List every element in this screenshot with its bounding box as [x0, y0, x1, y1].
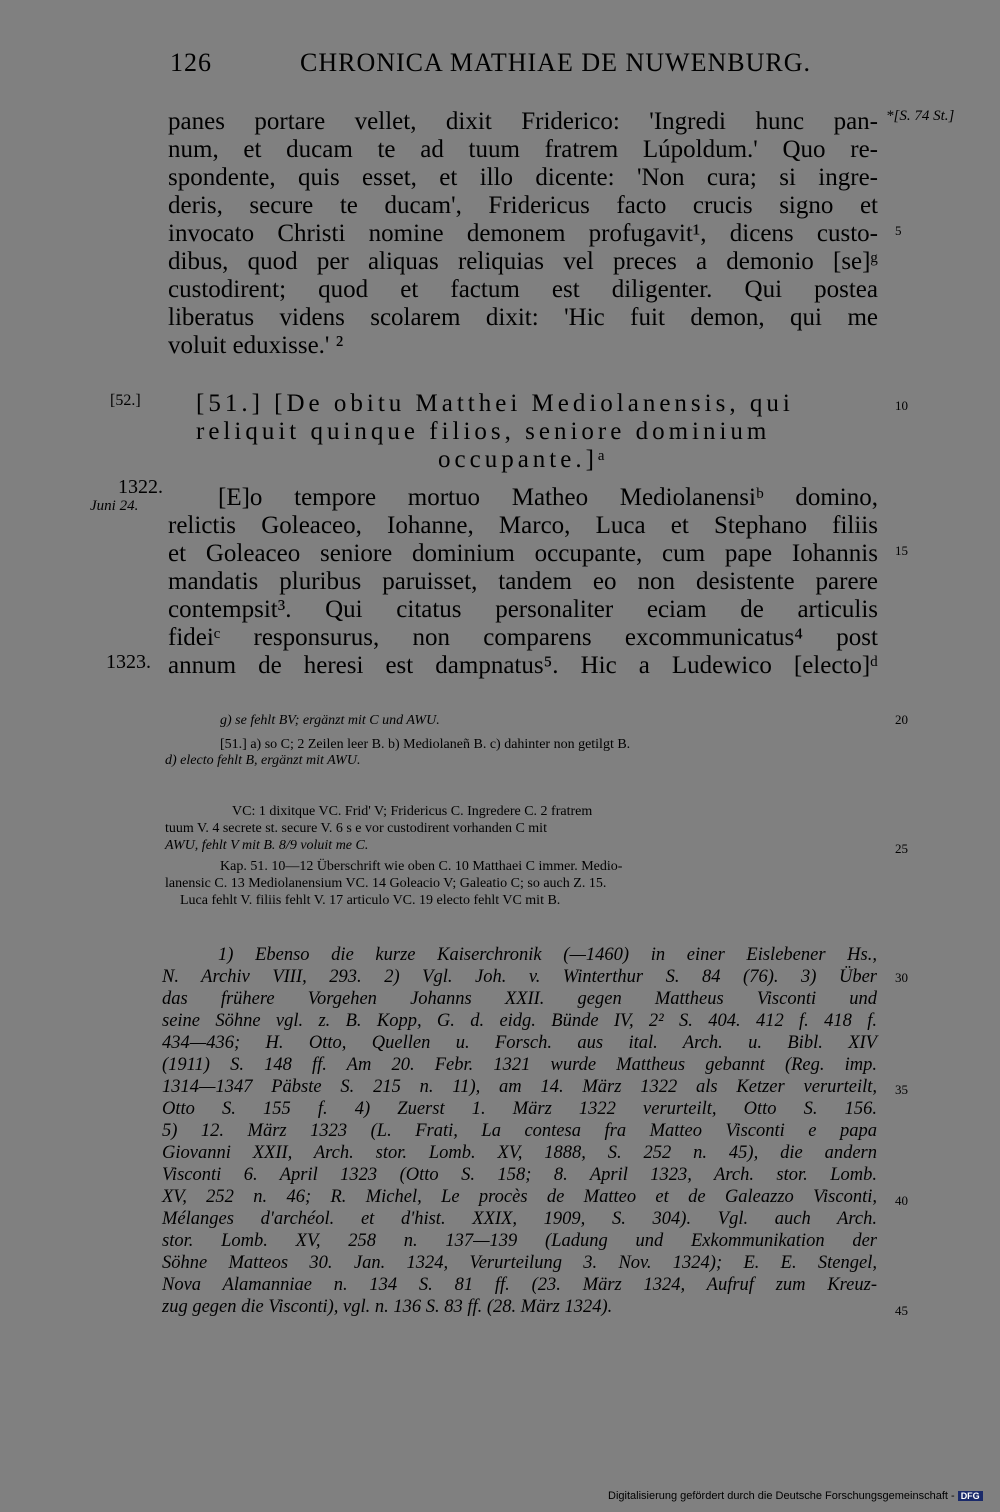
footnote-line: Visconti 6. April 1323 (Otto S. 158; 8. April 1323, Arch. stor. Lomb. — [162, 1165, 877, 1185]
apparatus-line: d) electo fehlt B, ergänzt mit AWU. — [165, 753, 361, 768]
line-number: 35 — [895, 1082, 908, 1097]
footnote-line: 434—436; H. Otto, Quellen u. Forsch. aus ital. Arch. u. Bibl. XIV — [162, 1033, 877, 1053]
footnote-line: 5) 12. März 1323 (L. Frati, La contesa fra Matteo Visconti e papa — [162, 1121, 877, 1141]
line-number: 5 — [895, 223, 902, 238]
credit-text: Digitalisierung gefördert durch die Deutsche Forschungsgemeinschaft - — [608, 1490, 955, 1502]
text-line: fideiᶜ responsurus, non comparens excommunicatus⁴ post — [168, 624, 878, 651]
text-line: dibus, quod per aliquas reliquias vel preces a demonio [se]ᵍ — [168, 248, 878, 275]
apparatus-line: lanensic C. 13 Mediolanensium VC. 14 Goleacio V; Galeatio C; so auch Z. 15. — [165, 876, 607, 891]
heading-line: reliquit quinque filios, seniore dominium — [196, 418, 771, 445]
text-line: et Goleaceo seniore dominium occupante, cum pape Iohannis — [168, 540, 878, 567]
footnote-line: Giovanni XXII, Arch. stor. Lomb. XV, 1888, S. 252 n. 45), die andern — [162, 1143, 877, 1163]
footnote-line: das frühere Vorgehen Johanns XXII. gegen Mattheus Visconti und — [162, 989, 877, 1009]
apparatus-line: VC: 1 dixitque VC. Frid' V; Fridericus C. Ingredere C. 2 fratrem — [232, 804, 593, 819]
line-number: 10 — [895, 398, 908, 413]
apparatus-line: tuum V. 4 secrete st. secure V. 6 s e vor custodirent vorhanden C mit — [165, 821, 547, 836]
line-number: 15 — [895, 543, 908, 558]
footnote-line: stor. Lomb. XV, 258 n. 137—139 (Ladung und Exkommunikation der — [162, 1231, 877, 1251]
footnote-line: zug gegen die Visconti), vgl. n. 136 S. 83 ff. (28. März 1324). — [162, 1297, 613, 1317]
footnote-line: Söhne Matteos 30. Jan. 1324, Verurteilung 3. Nov. 1324); E. E. Stengel, — [162, 1253, 877, 1273]
text-line: [E]o tempore mortuo Matheo Mediolanensiᵇ domino, — [218, 484, 878, 511]
text-line: num, et ducam te ad tuum fratrem Lúpoldum.' Quo re- — [168, 136, 878, 163]
dfg-logo: DFG — [958, 1491, 983, 1501]
footnote-line: (1911) S. 148 ff. Am 20. Febr. 1321 wurde Mattheus gebannt (Reg. imp. — [162, 1055, 877, 1075]
page-title: CHRONICA MATHIAE DE NUWENBURG. — [300, 48, 811, 77]
margin-date-day: Juni 24. — [90, 498, 139, 514]
footnote-line: Mélanges d'archéol. et d'hist. XXIX, 1909, S. 304). Vgl. auch Arch. — [162, 1209, 877, 1229]
text-line: annum de heresi est dampnatus⁵. Hic a Ludewico [electo]ᵈ — [168, 652, 878, 679]
text-line: contempsit³. Qui citatus personaliter eciam de articulis — [168, 596, 878, 623]
text-line: custodirent; quod et factum est diligenter. Qui postea — [168, 276, 878, 303]
footnote-line: N. Archiv VIII, 293. 2) Vgl. Joh. v. Winterthur S. 84 (76). 3) Über — [162, 967, 877, 987]
margin-reference: *[S. 74 St.] — [886, 108, 955, 124]
line-number: 25 — [895, 841, 908, 856]
text-line: relictis Goleaceo, Iohanne, Marco, Luca et Stephano filiis — [168, 512, 878, 539]
apparatus-line: g) se fehlt BV; ergänzt mit C und AWU. — [220, 713, 440, 728]
heading-line: [51.] [De obitu Matthei Mediolanensis, qui — [196, 390, 794, 417]
heading-line: occupante.]ᵃ — [438, 446, 609, 473]
apparatus-line: AWU, fehlt V mit B. 8/9 voluit me C. — [165, 838, 369, 853]
footnote-line: 1314—1347 Päbste S. 215 n. 11), am 14. März 1322 als Ketzer verurteilt, — [162, 1077, 877, 1097]
line-number: 40 — [895, 1193, 908, 1208]
footnote-line: seine Söhne vgl. z. B. Kopp, G. d. eidg. Bünde IV, 2² S. 404. 412 f. 418 f. — [162, 1011, 877, 1031]
footnote-line: 1) Ebenso die kurze Kaiserchronik (—1460) in einer Eislebener Hs., — [218, 945, 877, 965]
text-line: deris, secure te ducam', Fridericus facto crucis signo et — [168, 192, 878, 219]
apparatus-line: Luca fehlt V. filiis fehlt V. 17 articulo VC. 19 electo fehlt VC mit B. — [180, 893, 561, 908]
section-bracket: [52.] — [110, 392, 141, 409]
footnote-line: Otto S. 155 f. 4) Zuerst 1. März 1322 verurteilt, Otto S. 156. — [162, 1099, 877, 1119]
text-line: panes portare vellet, dixit Friderico: 'Ingredi hunc pan- — [168, 108, 878, 135]
digitization-credit — [608, 1490, 983, 1502]
footnote-line: Nova Alamanniae n. 134 S. 81 ff. (23. März 1324, Aufruf zum Kreuz- — [162, 1275, 877, 1295]
text-line: liberatus videns scolarem dixit: 'Hic fuit demon, qui me — [168, 304, 878, 331]
line-number: 45 — [895, 1303, 908, 1318]
text-line: voluit eduxisse.' ² — [168, 332, 344, 359]
line-number: 30 — [895, 970, 908, 985]
apparatus-line: Kap. 51. 10—12 Überschrift wie oben C. 10 Matthaei C immer. Medio- — [220, 859, 623, 874]
apparatus-line: [51.] a) so C; 2 Zeilen leer B. b) Mediolaneñ B. c) dahinter non getilgt B. — [220, 737, 631, 752]
text-line: spondente, quis esset, et illo dicente: 'Non cura; si ingre- — [168, 164, 878, 191]
footnote-line: XV, 252 n. 46; R. Michel, Le procès de Matteo et de Galeazzo Visconti, — [162, 1187, 877, 1207]
line-number: 20 — [895, 712, 908, 727]
text-line: invocato Christi nomine demonem profugavit¹, dicens custo- — [168, 220, 878, 247]
margin-date-year: 1322. — [118, 476, 163, 498]
page-number: 126 — [170, 48, 212, 77]
text-line: mandatis pluribus paruisset, tandem eo non desistente parere — [168, 568, 878, 595]
margin-year-1323: 1323. — [106, 651, 151, 673]
